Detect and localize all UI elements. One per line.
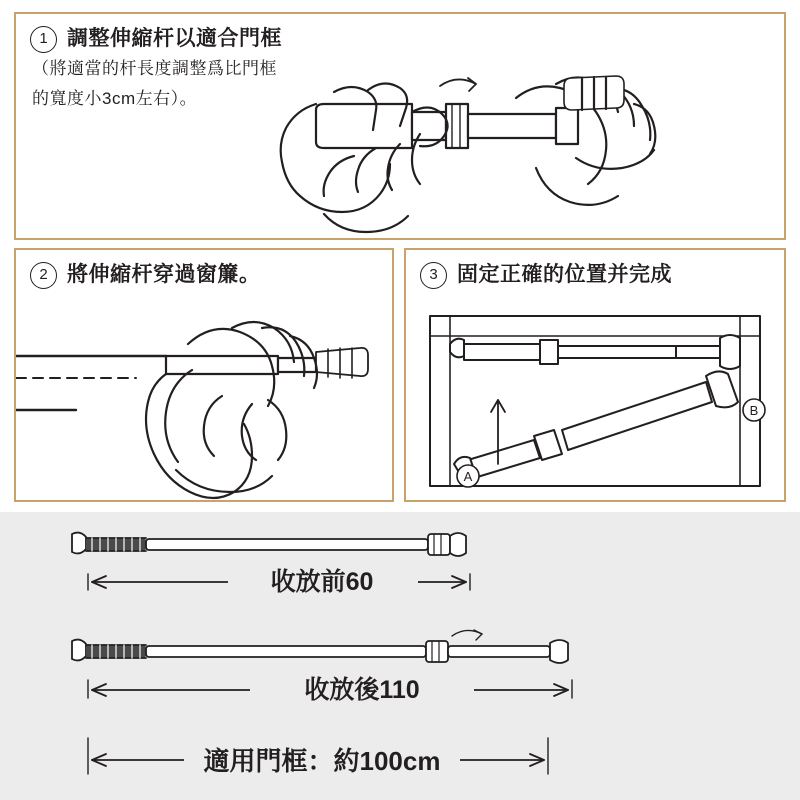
step-2-number: 2 bbox=[30, 262, 57, 289]
step-1-illustration bbox=[16, 38, 784, 238]
measurement-section bbox=[0, 512, 800, 800]
svg-text:A: A bbox=[463, 469, 473, 484]
step-panel-3 bbox=[404, 248, 786, 502]
step-panel-1 bbox=[14, 12, 786, 240]
step-2-title: 將伸縮杆穿過窗簾。 bbox=[67, 263, 261, 286]
step-2-illustration bbox=[16, 300, 392, 500]
step-1-number: 1 bbox=[30, 26, 57, 53]
step-2-header bbox=[16, 250, 392, 290]
rod-collapsed-graphic bbox=[72, 533, 466, 556]
measure-label-2: 收放後110 bbox=[304, 676, 420, 704]
measure-label-3: 適用門框：約100cm bbox=[203, 746, 441, 776]
step-3-title: 固定正確的位置并完成 bbox=[457, 263, 672, 286]
step-1-subtitle-line2: 的寬度小3cm左右）。 bbox=[32, 89, 198, 108]
measure-label-1: 收放前60 bbox=[270, 568, 374, 596]
step-1-title: 調整伸縮杆以適合門框 bbox=[67, 27, 282, 50]
rod-extended-graphic bbox=[72, 630, 568, 663]
step-panel-2 bbox=[14, 248, 394, 502]
step-3-illustration bbox=[406, 304, 784, 500]
svg-text:B: B bbox=[749, 403, 759, 418]
step-3-number: 3 bbox=[420, 262, 447, 289]
step-1-subtitle-line1: （將適當的杆長度調整爲比門框 bbox=[32, 59, 277, 78]
step-3-header bbox=[406, 250, 784, 290]
